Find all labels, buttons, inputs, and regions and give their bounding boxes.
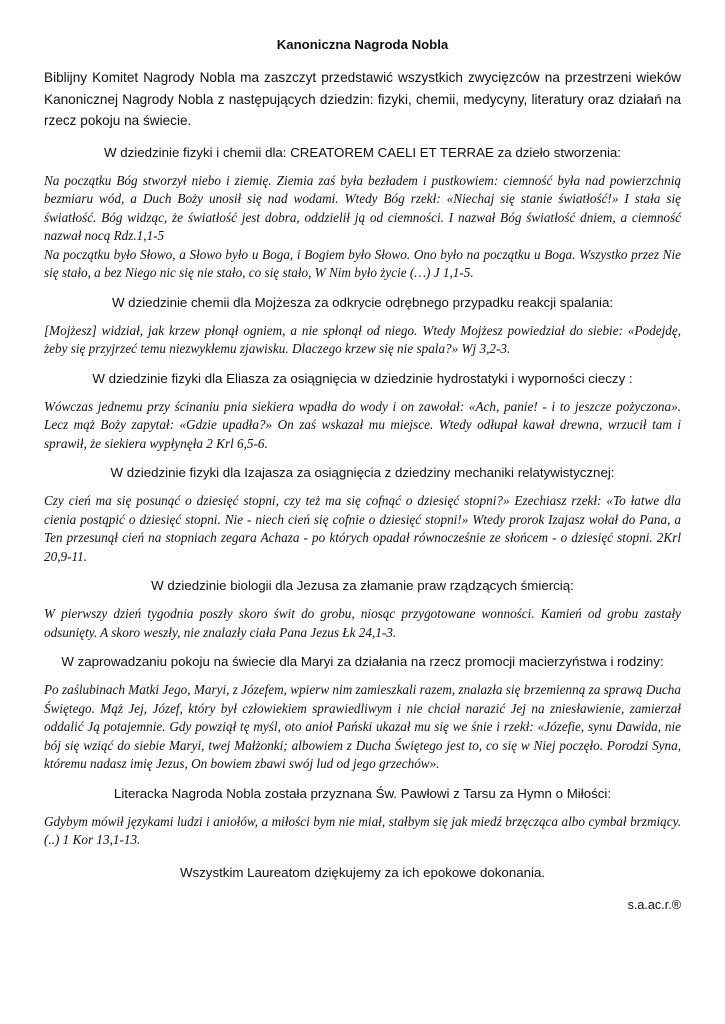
section-quote [44,605,681,642]
section-heading: W dziedzinie chemii dla Mojżesza za odkrycie odrębnego przypadku reakcji spalania: [111,294,614,310]
section-quote [44,813,681,850]
section-isaiah [44,464,681,566]
quote-line: Na początku było Słowo, a Słowo było u Boga, i Bogiem było Słowo. Ono było na początku u Boga. Wszystko przez Nie się stało, a bez Niego nic się nie stało, co się stało, W Nim było życie (…) J 1,1-5. [44,246,681,280]
section-heading: W dziedzinie fizyki dla Izajasza za osiągnięcia z dziedziny mechaniki relatywistycznej: [110,465,615,480]
quote-line: [Mojżesz] widział, jak krzew płonął ogniem, a nie spłonął od niego. Wtedy Mojżesz powiedział do siebie: «Podejdę, żeby się przyjrzeć temu niezwykłemu zjawisku. Dlaczego krzew się nie spala?» Wj 3,2-3. [44,322,681,356]
intro-paragraph: Biblijny Komitet Nagrody Nobla ma zaszczyt przedstawić wszystkich zwycięzców na przestrzeni wieków Kanonicznej Nagrody Nobla z następujących dziedzin: fizyki, chemii, medycyny, literatury oraz działań na rzecz pokoju na świecie. [44,70,681,128]
signature: s.a.ac.r.® [627,897,681,912]
quote-line: Gdybym mówił językami ludzi i aniołów, a miłości bym nie miał, stałbym się jak miedź brzęcząca albo cymbał brzmiący. (..) 1 Kor 13,1-13. [44,813,681,847]
quote-line: Na początku Bóg stworzył niebo i ziemię. Ziemia zaś była bezładem i pustkowiem: ciemność była nad powierzchnią bezmiaru wód, a Duch Boży unosił się nad wodami. Wtedy Bóg rzekł: «Niechaj się stanie światłość!» I stała się światłość. Bóg widząc, że światłość jest dobra, oddzielił ją od ciemności. I nazwał Bóg światłość dniem, a ciemność nazwał nocą Rdz.1,1-5 [44,172,681,243]
section-quote [44,398,681,454]
closing-line: Wszystkim Laureatom dziękujemy za ich epokowe dokonania. [179,864,546,880]
section-heading: W dziedzinie fizyki i chemii dla: CREATOREM CAELI ET TERRAE za dzieło stworzenia: [103,144,622,160]
quote-line: Czy cień ma się posunąć o dziesięć stopni, czy też ma się cofnąć o dziesięć stopni?» Ezechiasz rzekł: «To łatwe dla cienia postąpić o dziesięć stopni. Nie - niech cień się cofnie o dziesięć stopni!» Wtedy prorok Izajasz wołał do Pana, a Ten przesunął cień na stopniach zegara Achaza - po których opadał równocześnie ze słońcem - o dziesięć stopni. 2Krl 20,9-11. [44,493,681,564]
quote-line: W pierwszy dzień tygodnia poszły skoro świt do grobu, niosąc przygotowane wonności. Kamień od grobu zastały odsunięty. A skoro weszły, nie znalazły ciała Pana Jezus Łk 24,1-3. [44,606,681,640]
section-heading: W zaprowadzaniu pokoju na świecie dla Maryi za działania na rzecz promocji macierzyństwa i rodziny: [61,654,664,669]
section-jesus [44,577,681,642]
section-elisha [44,370,681,454]
section-heading: Literacka Nagroda Nobla została przyznana Św. Pawłowi z Tarsu za Hymn o Miłości: [113,785,612,801]
document-title: Kanoniczna Nagroda Nobla [276,37,449,52]
section-quote [44,492,681,566]
section-paul [44,785,681,850]
section-moses [44,294,681,359]
section-heading: W dziedzinie biologii dla Jezusa za złamanie praw rządzących śmiercią: [151,578,574,593]
quote-line: Po zaślubinach Matki Jego, Maryi, z Józefem, wpierw nim zamieszkali razem, znalazła się brzemienną za sprawą Ducha Świętego. Mąż Jej, Józef, który był człowiekiem sprawiedliwym i nie chciał narazić Jej na zniesławienie, zamierzał oddalić Ją potajemnie. Gdy powziął tę myśl, oto anioł Pański ukazał mu się we śnie i rzekł: «Józefie, synu Dawida, nie bój się wziąć do siebie Maryi, twej Małżonki; albowiem z Ducha Świętego jest to, co się w Niej poczęło. Porodzi Syna, któremu nadasz imię Jezus, On bowiem zbawi swój lud od jego grzechów». [44,682,681,771]
section-heading: W dziedzinie fizyki dla Eliasza za osiągnięcia w dziedzinie hydrostatyki i wyporności cieczy : [92,370,633,386]
quote-line: Wówczas jednemu przy ścinaniu pnia siekiera wpadła do wody i on zawołał: «Ach, panie! - i to jeszcze pożyczona». Lecz mąż Boży zapytał: «Gdzie upadła?» On zaś wskazał mu miejsce. Wtedy odłupał kawał drewna, wrzucił tam i sprawił, że siekiera wypłynęła 2 Krl 6,5-6. [44,398,681,451]
section-quote [44,681,681,774]
section-creation [44,144,681,283]
document-page [44,36,681,914]
section-quote [44,322,681,359]
section-quote [44,172,681,283]
section-mary [44,653,681,774]
